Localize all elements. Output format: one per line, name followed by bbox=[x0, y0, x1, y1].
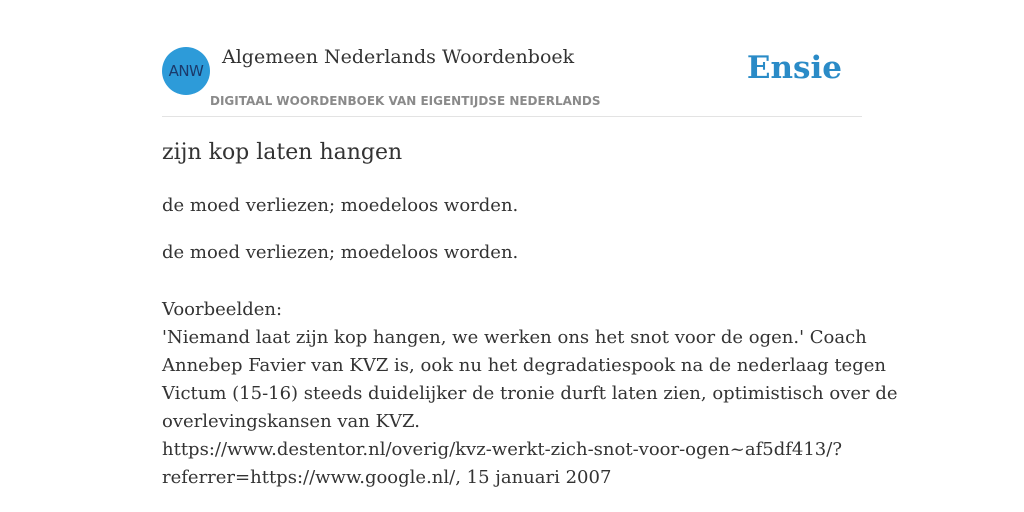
site-subtitle: DIGITAAL WOORDENBOEK VAN EIGENTIJDSE NEDERLANDS bbox=[210, 94, 601, 108]
example-line: Victum (15-16) steeds duidelijker de tronie durft laten zien, optimistisch over de bbox=[162, 383, 898, 404]
site-title[interactable]: Algemeen Nederlands Woordenboek bbox=[222, 46, 575, 68]
examples-section bbox=[162, 296, 898, 492]
page bbox=[162, 0, 898, 512]
site-header bbox=[162, 0, 862, 117]
entry-term: zijn kop laten hangen bbox=[162, 140, 403, 165]
example-source-url: https://www.destentor.nl/overig/kvz-werkt-zich-snot-voor-ogen~af5df413/? bbox=[162, 439, 842, 460]
example-line: 'Niemand laat zijn kop hangen, we werken ons het snot voor de ogen.' Coach bbox=[162, 327, 867, 348]
example-line: Annebep Favier van KVZ is, ook nu het degradatiespook na de nederlaag tegen bbox=[162, 355, 886, 376]
definition: de moed verliezen; moedeloos worden. bbox=[162, 242, 519, 263]
ensie-logo[interactable]: Ensie bbox=[746, 50, 842, 86]
definition: de moed verliezen; moedeloos worden. bbox=[162, 195, 519, 216]
anw-logo[interactable]: ANW bbox=[162, 47, 210, 95]
examples-heading: Voorbeelden: bbox=[162, 299, 283, 320]
example-line: overlevingskansen van KVZ. bbox=[162, 411, 420, 432]
example-source-date: referrer=https://www.google.nl/, 15 januari 2007 bbox=[162, 467, 612, 488]
